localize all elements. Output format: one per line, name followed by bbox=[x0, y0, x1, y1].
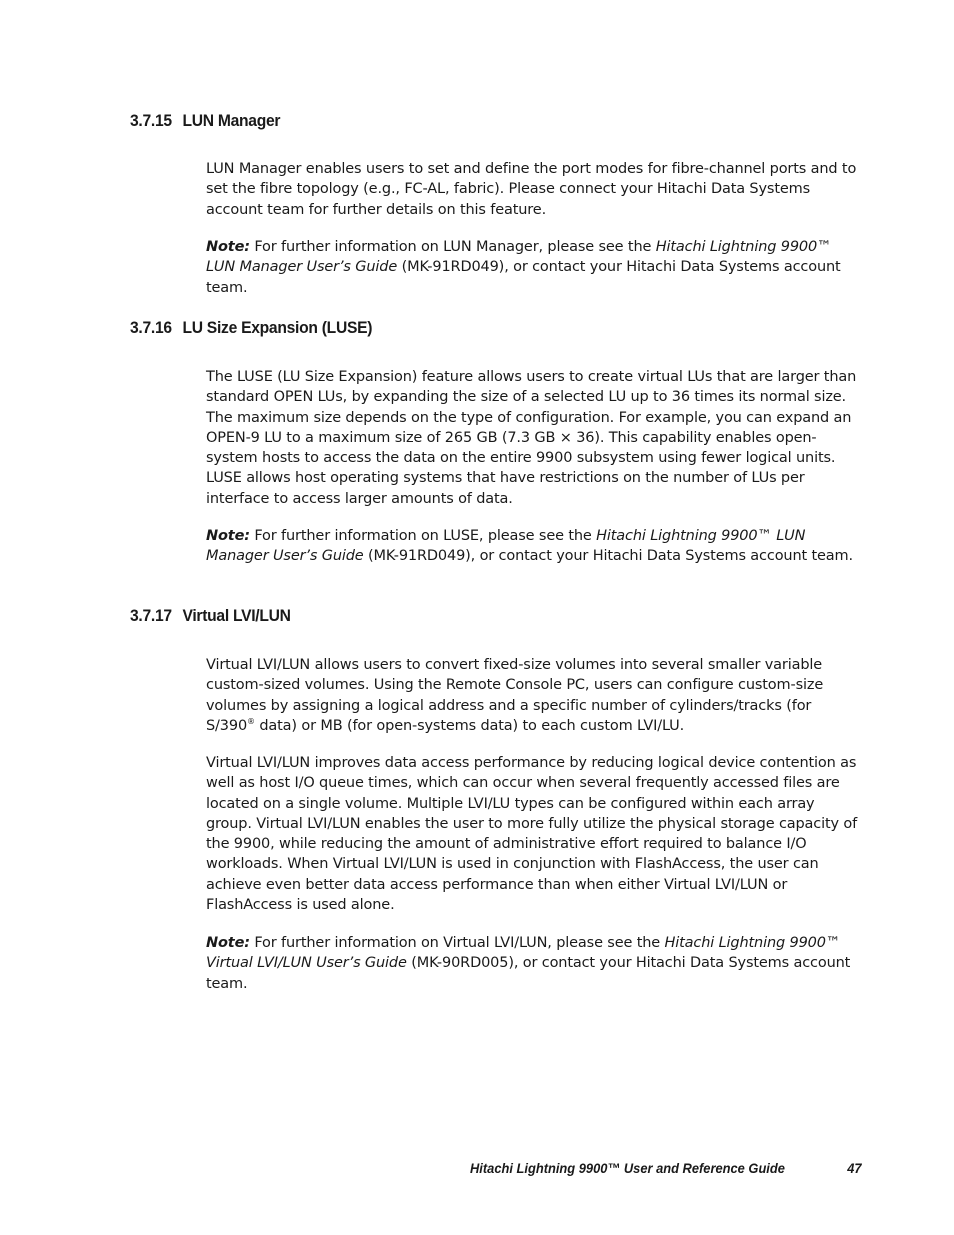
description-text-end: data) or MB (for open-systems data) to each custom LVI/LU. bbox=[254, 717, 685, 734]
note-text-end: (MK-91RD049), or contact your Hitachi Data Systems account team. bbox=[206, 259, 841, 296]
section-number: 3.7.15 bbox=[130, 111, 172, 130]
note-label: Note: bbox=[206, 528, 250, 544]
note-text: For further information on LUSE, please see the bbox=[249, 528, 597, 544]
guide-title: Hitachi Lightning 9900™ LUN Manager User’s Guide bbox=[206, 239, 832, 276]
section-heading-lun-manager bbox=[130, 111, 280, 131]
section-heading-luse bbox=[130, 318, 372, 338]
section-number: 3.7.17 bbox=[130, 606, 172, 625]
lun-manager-description: LUN Manager enables users to set and define the port modes for fibre-channel ports and to set the fibre topology (e.g., FC-AL, fabric). Please connect your Hitachi Data Systems account team for further details on this feature. bbox=[206, 161, 857, 218]
footer-guide-title: Hitachi Lightning 9900™ User and Reference Guide bbox=[470, 1160, 785, 1176]
section-number: 3.7.16 bbox=[130, 318, 172, 337]
registered-mark: ® bbox=[247, 717, 255, 727]
section-title: LUN Manager bbox=[182, 111, 281, 130]
guide-title: Hitachi Lightning 9900™ LUN Manager User’s Guide bbox=[206, 528, 806, 565]
page-footer bbox=[470, 1160, 862, 1176]
virtual-lvi-lun-description bbox=[206, 655, 862, 736]
luse-note bbox=[206, 526, 862, 567]
section-heading-virtual-lvi-lun bbox=[130, 606, 291, 626]
note-text-end: (MK-91RD049), or contact your Hitachi Data Systems account team. bbox=[363, 548, 853, 565]
note-text: For further information on Virtual LVI/LUN, please see the bbox=[249, 935, 665, 951]
virtual-lvi-lun-note bbox=[206, 933, 862, 994]
note-label: Note: bbox=[206, 935, 250, 951]
guide-title: Hitachi Lightning 9900™ Virtual LVI/LUN User’s Guide bbox=[206, 935, 841, 972]
note-label: Note: bbox=[206, 239, 250, 255]
luse-description: The LUSE (LU Size Expansion) feature allows users to create virtual LUs that are larger than standard OPEN LUs, by expanding the size of a selected LU up to 36 times its normal size. The maximum size depends on the type of configuration. For example, you can expand an OPEN-9 LU to a maximum size of 265 GB (7.3 GB × 36). This capability enables open-system hosts to access the data on the entire 9900 subsystem using fewer logical units. LUSE allows host operating systems that have restrictions on the number of LUs per interface to access larger amounts of data. bbox=[206, 369, 857, 507]
virtual-lvi-lun-benefits: Virtual LVI/LUN improves data access performance by reducing logical device contention as well as host I/O queue times, which can occur when several frequently accessed files are located on a single volume. Multiple LVI/LU types can be configured within each array group. Virtual LVI/LUN enables the user to more fully utilize the physical storage capacity of the 9900, while reducing the amount of administrative effort required to balance I/O workloads. When Virtual LVI/LUN is used in conjunction with FlashAccess, the user can achieve even better data access performance than when either Virtual LVI/LUN or FlashAccess is used alone. bbox=[206, 755, 858, 914]
note-text-end: (MK-90RD005), or contact your Hitachi Data Systems account team. bbox=[206, 955, 851, 992]
section-title: LU Size Expansion (LUSE) bbox=[182, 318, 373, 337]
description-text: Virtual LVI/LUN allows users to convert fixed-size volumes into several smaller variable custom-sized volumes. Using the Remote Console PC, users can configure custom-size volumes by assigning a logical address and a specific number of cylinders/tracks (for S/390 bbox=[206, 657, 824, 734]
note-text: For further information on LUN Manager, please see the bbox=[249, 239, 656, 255]
page-number: 47 bbox=[847, 1160, 862, 1176]
section-title: Virtual LVI/LUN bbox=[182, 606, 291, 625]
lun-manager-note bbox=[206, 237, 862, 298]
